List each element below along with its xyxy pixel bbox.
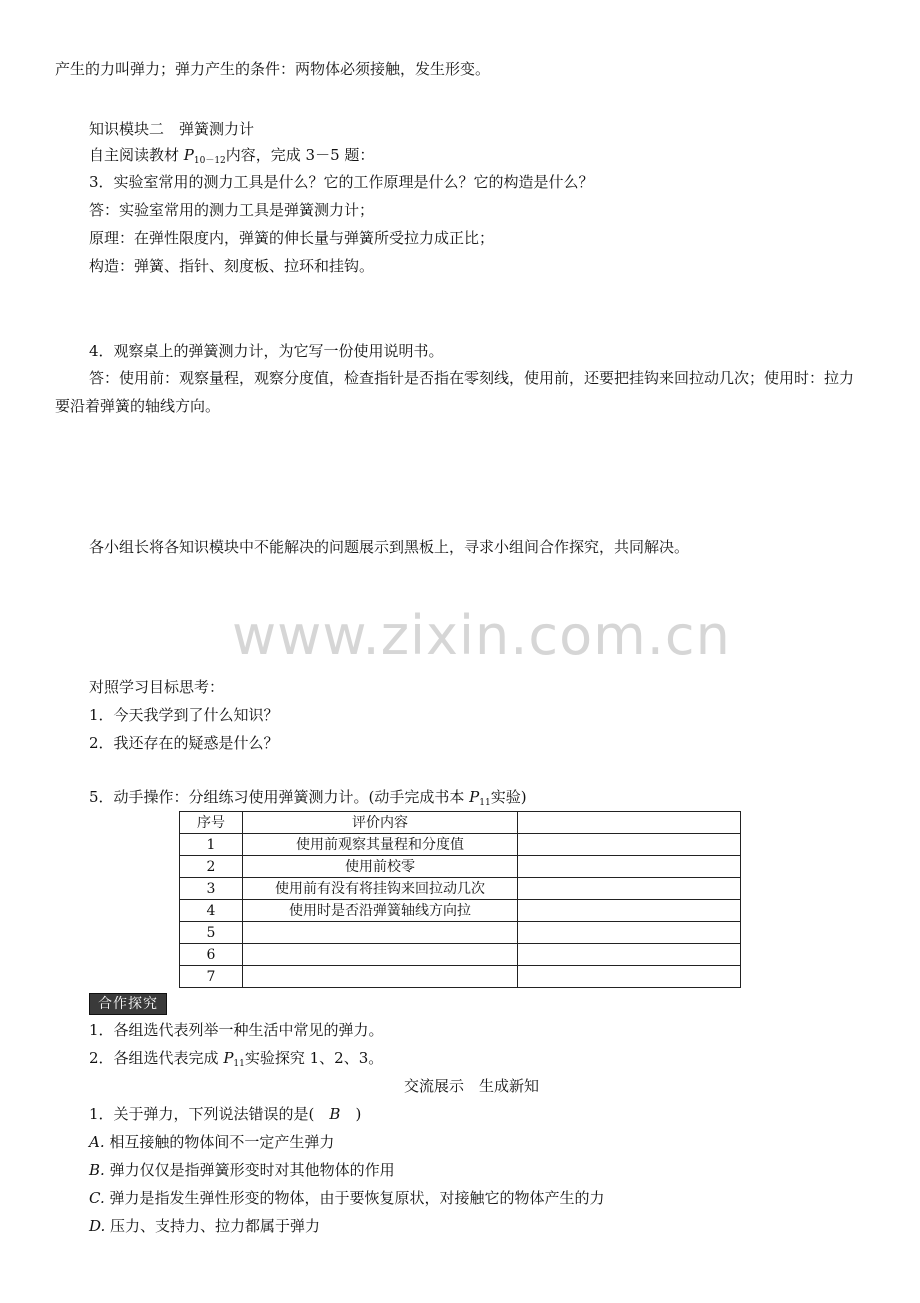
section-title: 交流展示 生成新知	[404, 1077, 540, 1095]
table-row	[180, 966, 741, 988]
group-note: 各小组长将各知识模块中不能解决的问题展示到黑板上，寻求小组间合作探究，共同解决。	[89, 538, 690, 556]
table-row	[180, 922, 741, 944]
table-cell-index: 6	[180, 944, 243, 966]
evaluation-table	[179, 811, 741, 988]
table-cell-score	[518, 922, 741, 944]
mc-option-c: C. 弹力是指发生弹性形变的物体，由于要恢复原状，对接触它的物体产生的力	[89, 1189, 605, 1207]
cooperation-badge: 合作探究	[89, 993, 167, 1015]
table-cell-score	[518, 900, 741, 922]
answer-3-line-2: 原理：在弹性限度内，弹簧的伸长量与弹簧所受拉力成正比；	[89, 229, 495, 247]
table-row	[180, 878, 741, 900]
reading-instruction: 自主阅读教材 $P_{10-12}$内容，完成 3－5 题：	[89, 146, 375, 166]
table-cell-score	[518, 878, 741, 900]
mc-question-stem: 1．关于弹力，下列说法错误的是( B )	[89, 1105, 362, 1123]
table-row	[180, 834, 741, 856]
mc-option-b: B. 弹力仅仅是指弹簧形变时对其他物体的作用	[89, 1161, 395, 1179]
table-cell-index: 5	[180, 922, 243, 944]
table-cell-content	[243, 922, 518, 944]
coop-item-1: 1．各组选代表列举一种生活中常见的弹力。	[89, 1021, 384, 1039]
table-row	[180, 900, 741, 922]
question-3: 3．实验室常用的测力工具是什么？它的工作原理是什么？它的构造是什么？	[89, 173, 594, 191]
table-cell-index: 2	[180, 856, 243, 878]
table-cell-score	[518, 966, 741, 988]
intro-paragraph: 产生的力叫弹力；弹力产生的条件：两物体必须接触，发生形变。	[55, 60, 491, 78]
table-row	[180, 856, 741, 878]
coop-item-2: 2．各组选代表完成 $P_{11}$实验探究 1、2、3。	[89, 1049, 384, 1069]
reflect-item-2: 2．我还存在的疑惑是什么？	[89, 734, 279, 752]
question-5: 5．动手操作：分组练习使用弹簧测力计。(动手完成书本 $P_{11}$实验)	[89, 788, 527, 808]
mc-option-d: D. 压力、支持力、拉力都属于弹力	[89, 1217, 321, 1235]
table-cell-index: 4	[180, 900, 243, 922]
table-cell-index: 1	[180, 834, 243, 856]
table-cell-index: 3	[180, 878, 243, 900]
header-score	[518, 812, 741, 834]
answer-3-line-1: 答：实验室常用的测力工具是弹簧测力计；	[89, 201, 375, 219]
table-cell-content: 使用前观察其量程和分度值	[243, 834, 518, 856]
mc-answer: B	[329, 1105, 341, 1123]
table-cell-content: 使用时是否沿弹簧轴线方向拉	[243, 900, 518, 922]
question-4: 4．观察桌上的弹簧测力计，为它写一份使用说明书。	[89, 342, 444, 360]
module-title: 知识模块二 弹簧测力计	[89, 120, 255, 138]
mc-option-a: A. 相互接触的物体间不一定产生弹力	[89, 1133, 335, 1151]
table-row	[180, 944, 741, 966]
watermark: www.zixin.com.cn	[232, 604, 731, 667]
header-index: 序号	[180, 812, 243, 834]
answer-3-line-3: 构造：弹簧、指针、刻度板、拉环和挂钩。	[89, 257, 375, 275]
table-cell-content	[243, 944, 518, 966]
table-cell-content: 使用前有没有将挂钩来回拉动几次	[243, 878, 518, 900]
header-content: 评价内容	[243, 812, 518, 834]
reflect-item-1: 1．今天我学到了什么知识？	[89, 706, 279, 724]
reflect-title: 对照学习目标思考：	[89, 678, 225, 696]
answer-4: 答：使用前：观察量程，观察分度值，检查指针是否指在零刻线，使用前，还要把挂钩来回拉动几次；使用时：拉力要沿着弹簧的轴线方向。	[55, 369, 855, 415]
table-header-row	[180, 812, 741, 834]
table-cell-score	[518, 834, 741, 856]
table-cell-score	[518, 856, 741, 878]
table-cell-index: 7	[180, 966, 243, 988]
table-cell-content	[243, 966, 518, 988]
table-cell-score	[518, 944, 741, 966]
table-cell-content: 使用前校零	[243, 856, 518, 878]
